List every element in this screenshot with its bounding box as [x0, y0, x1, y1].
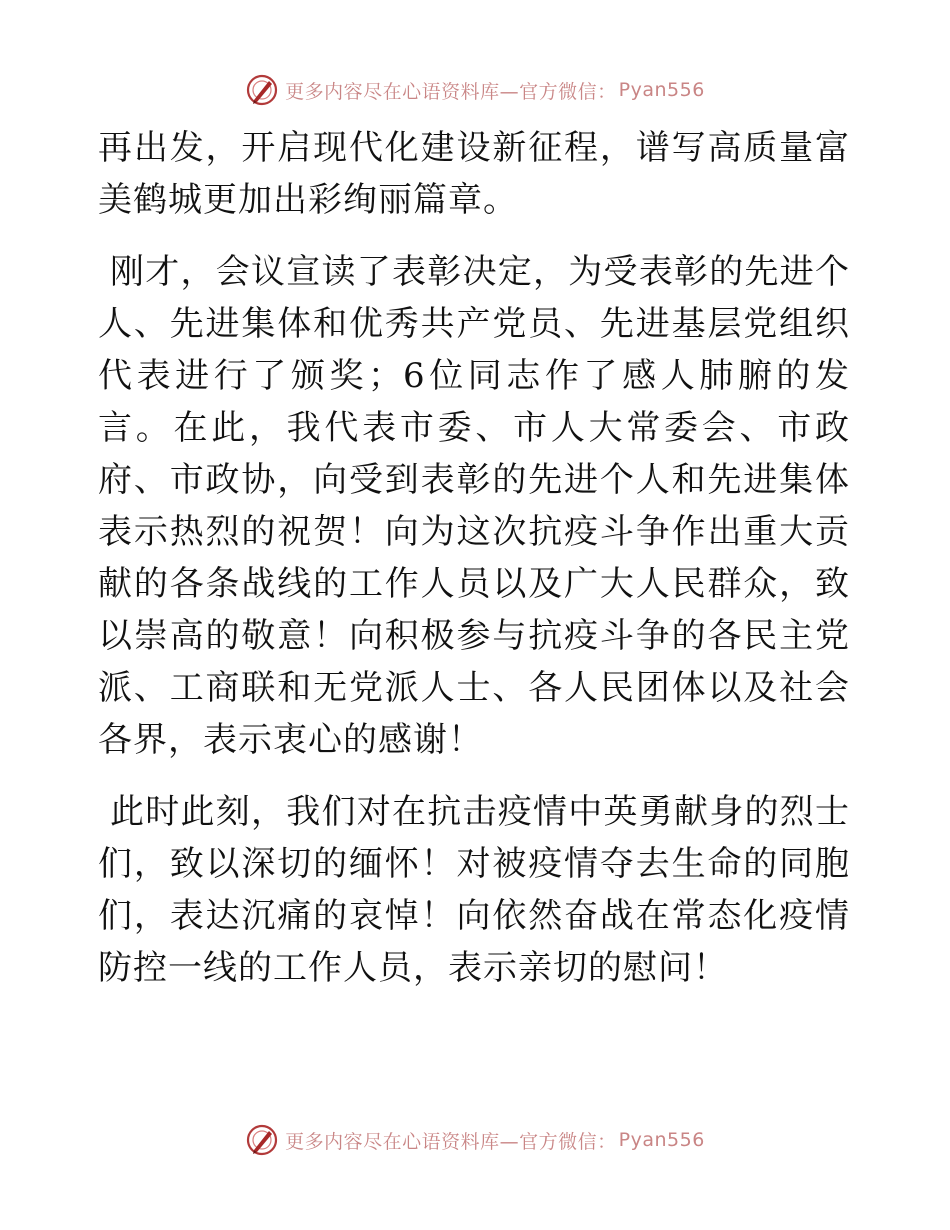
footer-watermark: [0, 1120, 950, 1160]
document-body: [98, 122, 850, 994]
watermark-text: 更多内容尽在心语资料库—官方微信：: [285, 80, 617, 103]
header-watermark: [0, 70, 950, 110]
watermark-text: 更多内容尽在心语资料库—官方微信：: [285, 1130, 617, 1153]
watermark-wechat-id: Pyan556: [618, 79, 705, 101]
quill-logo-icon: [245, 73, 279, 107]
paragraph-1: 再出发，开启现代化建设新征程，谱写高质量富美鹤城更加出彩绚丽篇章。: [98, 128, 850, 220]
paragraph-2: 刚才，会议宣读了表彰决定，为受表彰的先进个人、先进集体和优秀共产党员、先进基层党组织代表进行了颁奖；6位同志作了感人肺腑的发言。在此，我代表市委、市人大常委会、市政府、市政协，向受到表彰的先进个人和先进集体表示热烈的祝贺！向为这次抗疫斗争作出重大贡献的各条战线的工作人员以及广大人民群众，致以崇高的敬意！向积极参与抗疫斗争的各民主党派、工商联和无党派人士、各人民团体以及社会各界，表示衷心的感谢！: [98, 252, 850, 760]
paragraph-3: 此时此刻，我们对在抗击疫情中英勇献身的烈士们，致以深切的缅怀！对被疫情夺去生命的同胞们，表达沉痛的哀悼！向依然奋战在常态化疫情防控一线的工作人员，表示亲切的慰问！: [98, 792, 850, 988]
quill-logo-icon: [245, 1123, 279, 1157]
watermark-wechat-id: Pyan556: [618, 1129, 705, 1151]
